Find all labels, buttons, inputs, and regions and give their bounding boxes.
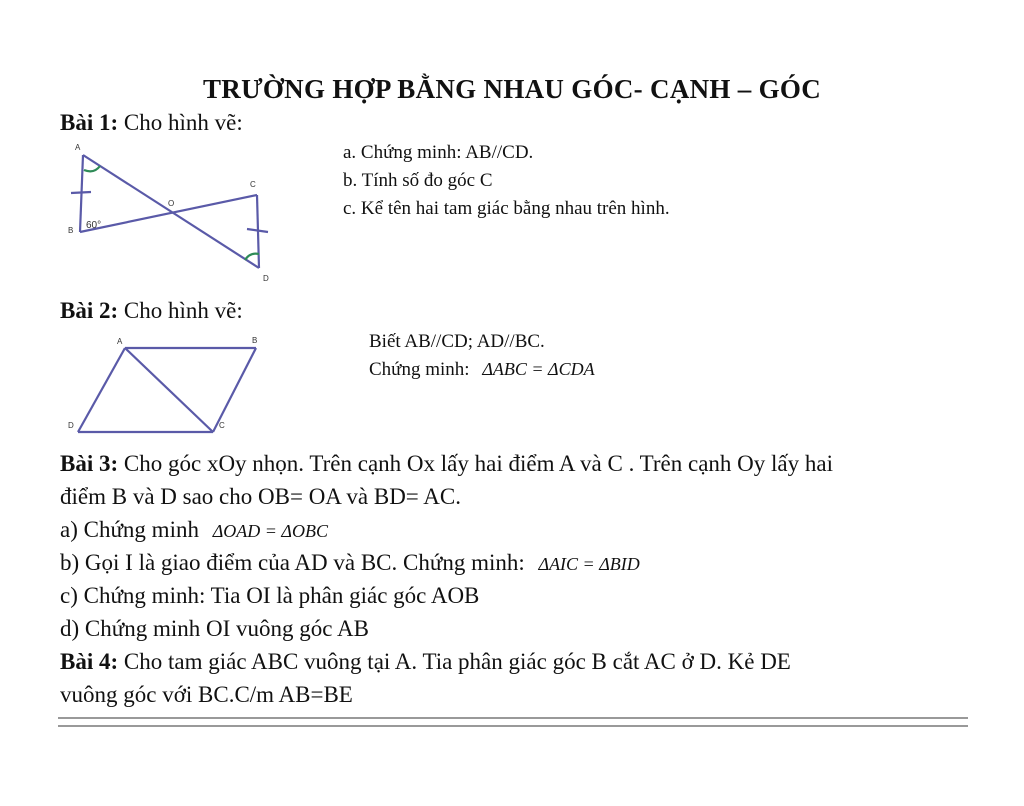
bai1-label-o: O [168, 199, 175, 208]
bai3-line2: điểm B và D sao cho OB= OA và BD= AC. [60, 484, 461, 509]
bai3-a-text: a) Chứng minh [60, 517, 199, 542]
bai1-item-a: a. Chứng minh: AB//CD. [343, 142, 534, 163]
bai3-line1 [60, 451, 833, 477]
bai2-label-b: B [252, 336, 258, 345]
bai1-figure [60, 140, 290, 290]
bai2-heading-line [60, 298, 243, 324]
bai3-b-line [60, 550, 640, 576]
page-title: TRƯỜNG HỢP BẰNG NHAU GÓC- CẠNH – GÓC [202, 74, 822, 104]
bai1-label-d: D [263, 274, 269, 283]
bai4-heading: Bài 4: [60, 649, 119, 674]
bai3-text1: Cho góc xOy nhọn. Trên cạnh Ox lấy hai điểm A và C . Trên cạnh Oy lấy hai [123, 451, 833, 476]
bai1-label-a: A [75, 143, 81, 152]
bai4-line1 [60, 649, 791, 675]
bai2-prove-label: Chứng minh: [369, 359, 470, 380]
bai3-c-line: c) Chứng minh: Tia OI là phân giác góc AOB [60, 583, 480, 608]
bai3-a-line [60, 517, 328, 543]
bai4-text1: Cho tam giác ABC vuông tại A. Tia phân giác góc B cắt AC ở D. Kẻ DE [123, 649, 791, 674]
bai3-heading: Bài 3: [60, 451, 119, 476]
bai2-label-c: C [219, 421, 225, 430]
bai1-angle-label: 60° [86, 220, 102, 231]
bai2-prove-line [369, 359, 595, 381]
bai1-intro: Cho hình vẽ: [123, 110, 243, 135]
bai3-d-line: d) Chứng minh OI vuông góc AB [60, 616, 369, 641]
bai2-heading: Bài 2: [60, 298, 119, 323]
bai2-label-a: A [117, 337, 123, 346]
separator-line [58, 717, 968, 727]
bai1-label-b: B [68, 226, 74, 235]
bai2-prove-math: ΔABC = ΔCDA [482, 359, 595, 379]
bai2-intro: Cho hình vẽ: [123, 298, 243, 323]
bai2-figure [60, 332, 280, 442]
bai3-b-text: b) Gọi I là giao điểm của AD và BC. Chứng minh: [60, 550, 525, 575]
bai1-item-c: c. Kể tên hai tam giác bằng nhau trên hình. [343, 198, 670, 219]
bai3-a-math: ΔOAD = ΔOBC [212, 521, 328, 541]
bai2-given: Biết AB//CD; AD//BC. [369, 331, 545, 352]
bai3-b-math: ΔAIC = ΔBID [538, 554, 640, 574]
bai1-heading-line [60, 110, 243, 136]
bai2-label-d: D [68, 421, 74, 430]
bai1-heading: Bài 1: [60, 110, 119, 135]
bai4-line2: vuông góc với BC.C/m AB=BE [60, 682, 353, 707]
bai1-label-c: C [250, 180, 256, 189]
bai1-item-b: b. Tính số đo góc C [343, 170, 493, 191]
